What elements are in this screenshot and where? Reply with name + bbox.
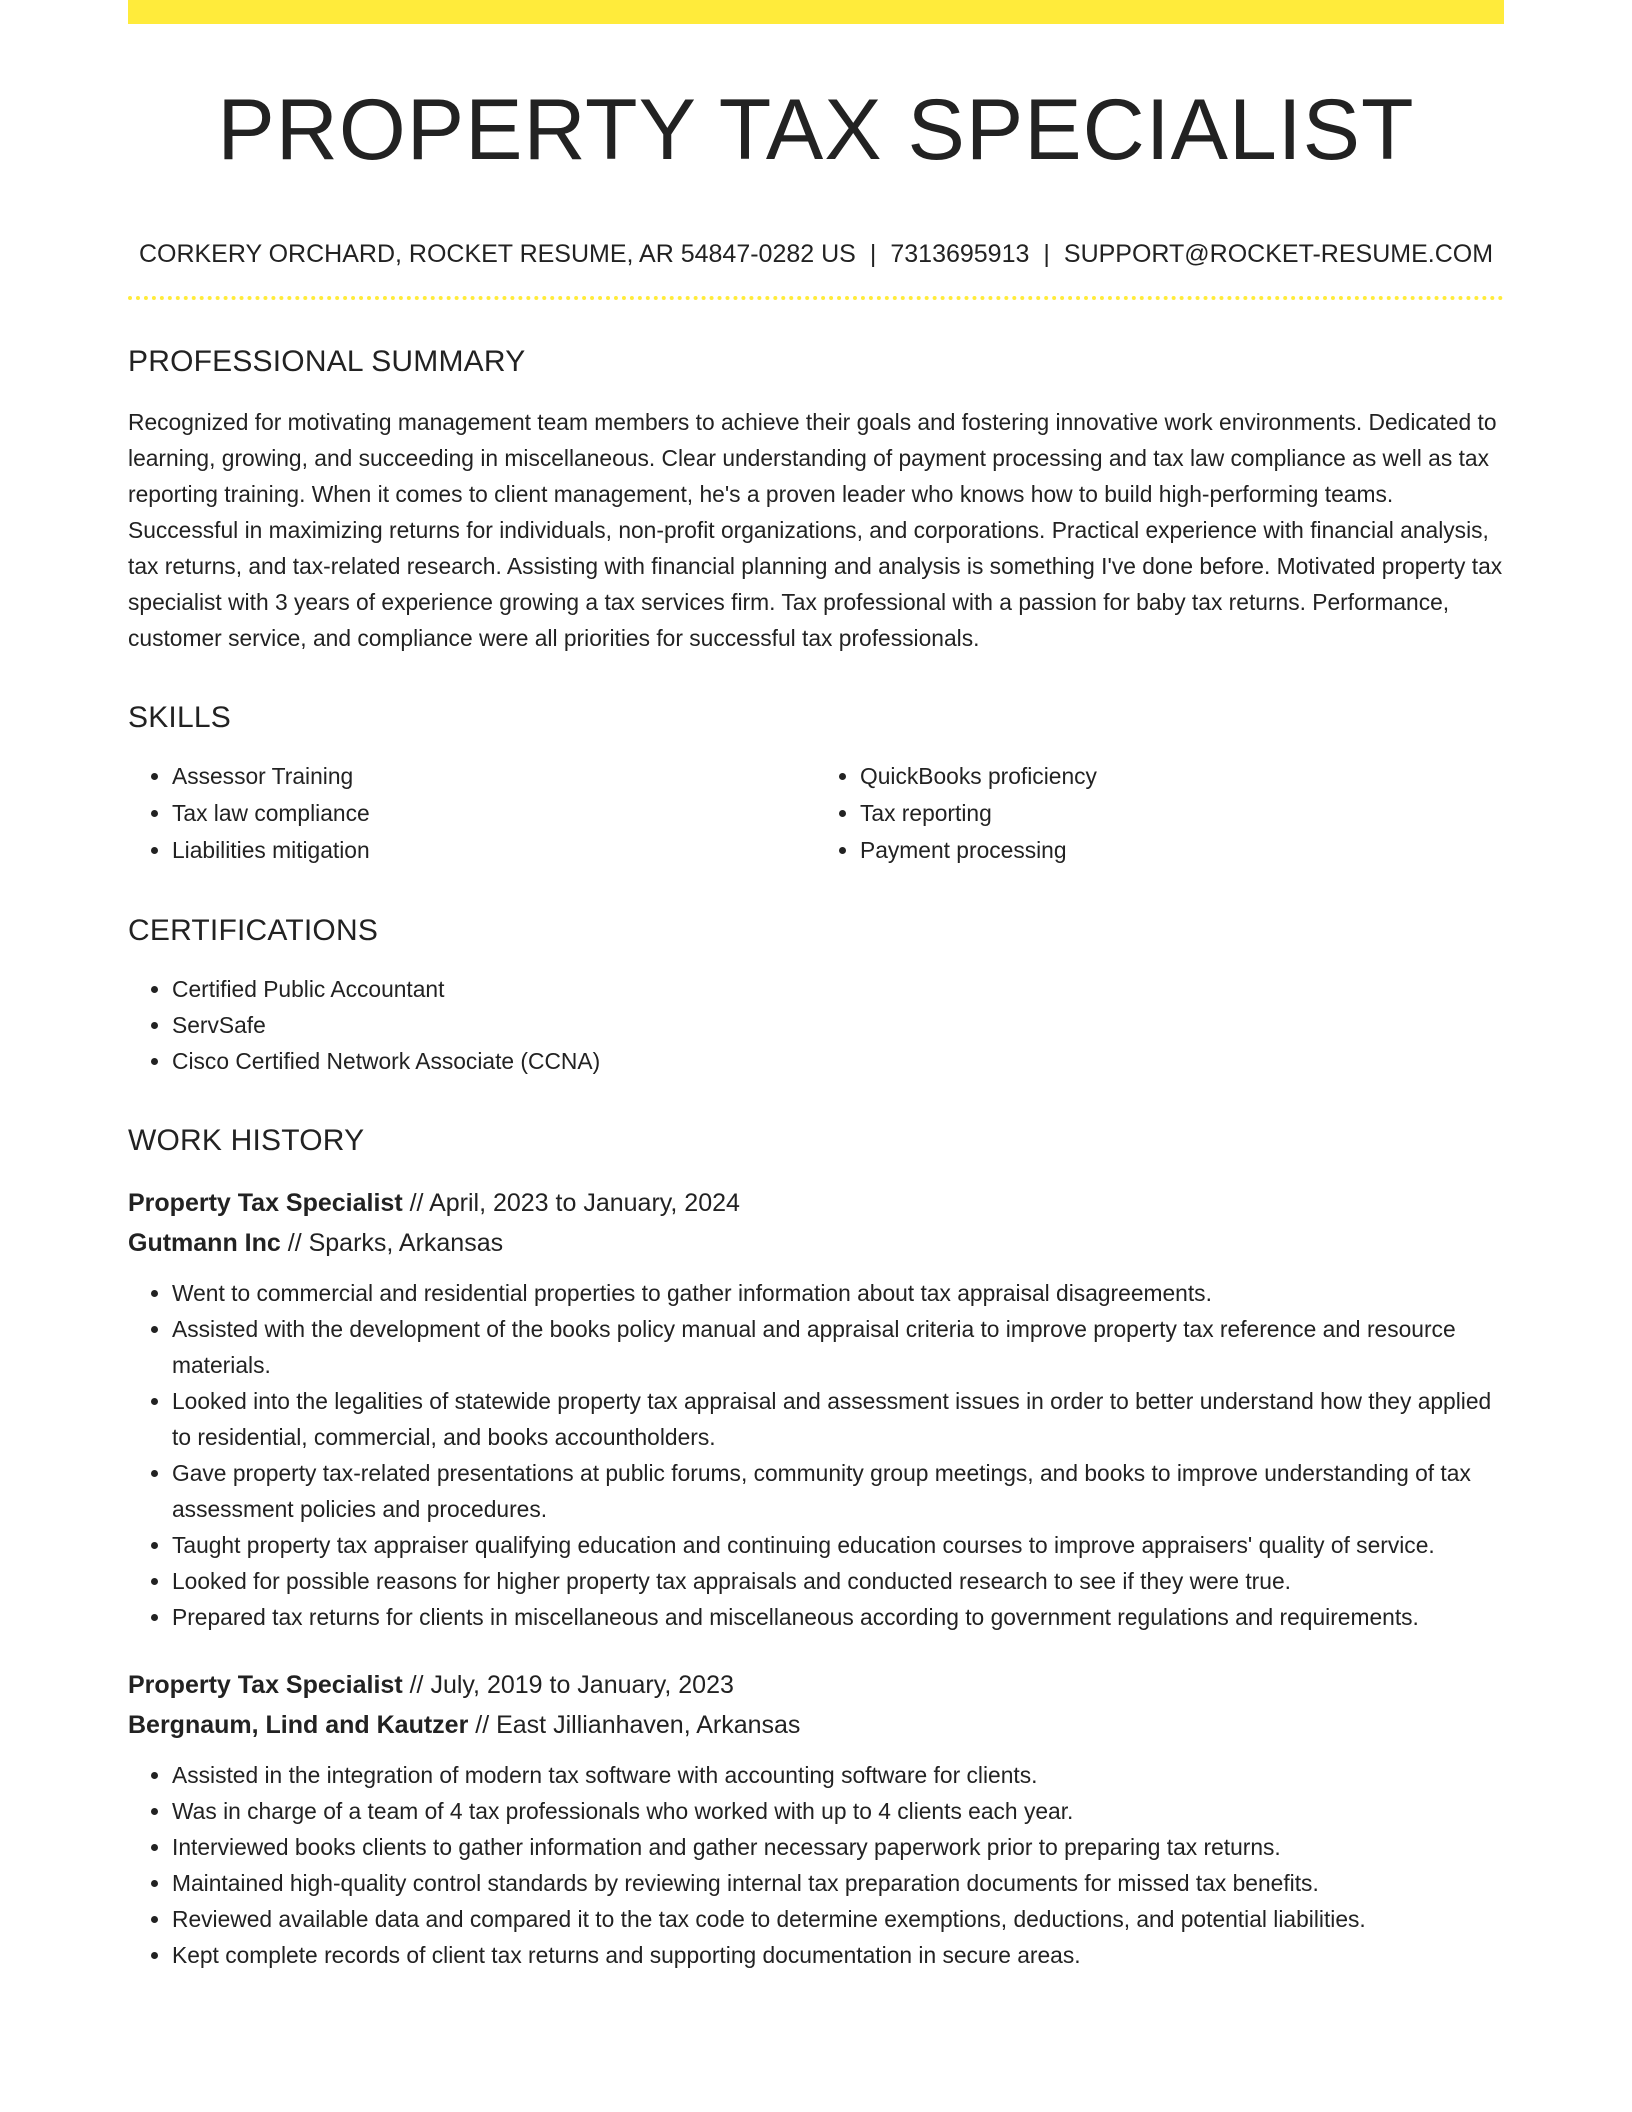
job-title-line [128,1665,1504,1705]
contact-line [128,234,1504,274]
dotted-divider [128,296,1504,300]
job-bullet: • Reviewed available data and compared it to the tax code to determine exemptions, deductions, and potential liabilities. [172,1901,1504,1937]
job-company: Gutmann Inc [128,1229,281,1257]
certification-item: • Certified Public Accountant [172,971,1504,1007]
job-bullet: • Kept complete records of client tax returns and supporting documentation in secure areas. [172,1937,1504,1973]
skill-item: • Assessor Training [172,758,816,795]
job-location: // East Jillianhaven, Arkansas [475,1711,801,1739]
skill-item: • Tax law compliance [172,795,816,832]
certifications-list [128,971,1504,1079]
job-bullet: • Assisted with the development of the books policy manual and appraisal criteria to improve property tax reference and resource materials. [172,1311,1504,1383]
job-bullets [128,1275,1504,1635]
contact-phone: 7313695913 [890,240,1030,268]
job-dates: // July, 2019 to January, 2023 [409,1671,734,1699]
job-bullet: • Prepared tax returns for clients in miscellaneous and miscellaneous according to government regulations and requirements. [172,1599,1504,1635]
job-bullet: • Looked into the legalities of statewide property tax appraisal and assessment issues in order to better understand how they applied to residential, commercial, and books accountholders. [172,1383,1504,1455]
job-bullet: • Taught property tax appraiser qualifying education and continuing education courses to improve appraisers' quality of service. [172,1527,1504,1563]
job-title-line [128,1183,1504,1223]
job-role: Property Tax Specialist [128,1189,403,1217]
contact-address: CORKERY ORCHARD, ROCKET RESUME, AR 54847-0282 US [138,240,856,268]
job-header [128,1665,1504,1745]
certification-item: • Cisco Certified Network Associate (CCNA) [172,1043,1504,1079]
section-title-certifications: CERTIFICATIONS [128,914,379,947]
contact-separator: | [869,240,877,268]
job-company: Bergnaum, Lind and Kautzer [128,1711,469,1739]
skills-grid [128,758,1504,869]
resume-title: PROPERTY TAX SPECIALIST [217,82,1415,178]
job-bullet: • Maintained high-quality control standards by reviewing internal tax preparation documents for missed tax benefits. [172,1865,1504,1901]
section-title-summary: PROFESSIONAL SUMMARY [128,345,526,378]
skill-item: • QuickBooks proficiency [860,758,1504,795]
skill-item: • Liabilities mitigation [172,832,816,869]
skill-item: • Tax reporting [860,795,1504,832]
contact-separator: | [1043,240,1050,268]
job-entry [128,1183,1504,1635]
job-bullet: • Was in charge of a team of 4 tax professionals who worked with up to 4 clients each year. [172,1793,1504,1829]
contact-email: SUPPORT@ROCKET-RESUME.COM [1063,240,1494,268]
job-bullet: • Interviewed books clients to gather information and gather necessary paperwork prior to preparing tax returns. [172,1829,1504,1865]
job-bullet: • Went to commercial and residential properties to gather information about tax appraisal disagreements. [172,1275,1504,1311]
job-bullet: • Gave property tax-related presentations at public forums, community group meetings, and books to improve understanding of tax assessment policies and procedures. [172,1455,1504,1527]
job-bullet: • Looked for possible reasons for higher property tax appraisals and conducted research to see if they were true. [172,1563,1504,1599]
resume-content [128,0,1504,1973]
certification-item: • ServSafe [172,1007,1504,1043]
skills-list-right [816,758,1504,869]
summary-text: Recognized for motivating management team members to achieve their goals and fostering innovative work environments. Dedicated to learning, growing, and succeeding in miscellaneous. Clear understanding of payment processing and tax law compliance as well as tax reporting training. When it comes to client management, he's a proven leader who knows how to build high-performing teams. Successful in maximizing returns for individuals, non-profit organizations, and corporations. Practical experience with financial analysis, tax returns, and tax-related research. Assisting with financial planning and analysis is something I've done before. Motivated property tax specialist with 3 years of experience growing a tax services firm. Tax professional with a passion for baby tax returns. Performance, customer service, and compliance were all priorities for successful tax professionals. [128,409,1503,651]
job-entry [128,1665,1504,1973]
job-role: Property Tax Specialist [128,1671,403,1699]
skills-list-left [128,758,816,869]
job-header [128,1183,1504,1263]
section-title-skills: SKILLS [128,701,231,734]
job-bullets [128,1757,1504,1973]
job-dates: // April, 2023 to January, 2024 [409,1189,740,1217]
job-location: // Sparks, Arkansas [287,1229,504,1257]
section-title-work-history: WORK HISTORY [128,1124,365,1157]
job-company-line [128,1705,1504,1745]
job-bullet: • Assisted in the integration of modern tax software with accounting software for clients. [172,1757,1504,1793]
job-company-line [128,1223,1504,1263]
skill-item: • Payment processing [860,832,1504,869]
